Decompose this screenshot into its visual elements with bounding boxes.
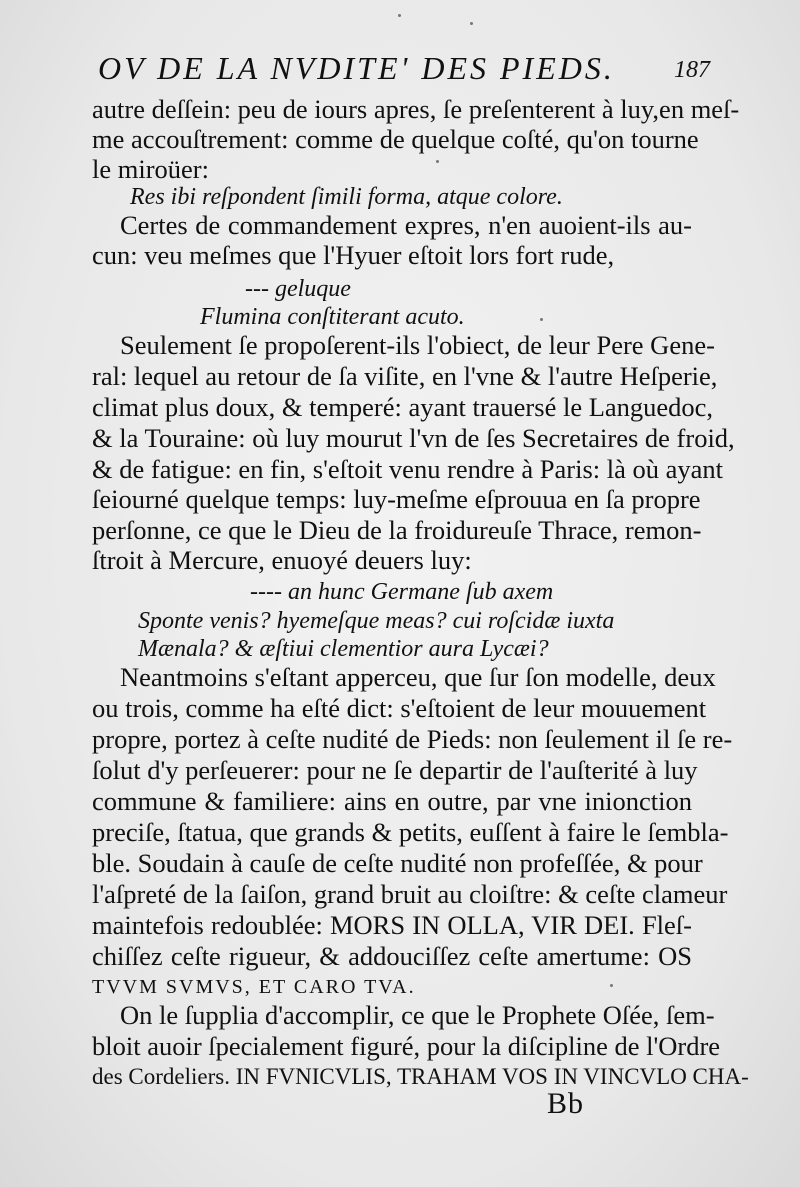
text-line-21: ou trois, comme ha eſté dict: s'eſtoient de leur mouuement (92, 693, 707, 723)
text-line-13: & de fatigue: en fin, s'eſtoit venu rendre à Paris: là où ayant (92, 454, 724, 484)
text-line-20: Neantmoins s'eſtant apperceu, que ſur ſon modelle, deux (120, 662, 716, 692)
verse-line-6: Mænala? & æſtiui clementior aura Lycæi? (138, 636, 549, 662)
verse-line-5: Sponte venis? hyemeſque meas? cui roſcidæ iuxta (138, 608, 615, 634)
text-line-28: maintefois redoublée: MORS IN OLLA, VIR DEI. Fleſ- (92, 910, 692, 940)
text-line-14: ſeiourné quelque temps: luy-meſme eſprouua en ſa propre (92, 484, 701, 514)
text-line-29: chiſſez ceſte rigueur, & addouciſſez ceſte amertume: OS (92, 941, 692, 971)
text-line-25: preciſe, ſtatua, que grands & petits, euſſent à faire le ſembla- (92, 817, 729, 847)
paper-speck (540, 318, 543, 321)
text-line-24: commune & familiere: ains en outre, par vne inionction (92, 786, 692, 816)
text-line-2: me accouſtrement: comme de quelque coſté, qu'on tourne (92, 124, 699, 154)
text-line-31: On le ſupplia d'accomplir, ce que le Prophete Oſée, ſem- (120, 1000, 715, 1030)
text-line-26: ble. Soudain à cauſe de ceſte nudité non profeſſée, & pour (92, 848, 703, 878)
verse-line-1: Res ibi reſpondent ſimili forma, atque colore. (130, 184, 563, 210)
running-title: OV DE LA NVDITE' DES PIEDS. (98, 50, 615, 86)
verse-line-2: --- geluque (245, 276, 351, 302)
text-line-15: perſonne, ce que le Dieu de la froidureuſe Thrace, remon- (92, 515, 702, 545)
verse-line-4: ---- an hunc Germane ſub axem (250, 579, 554, 605)
paper-speck (470, 22, 473, 25)
text-line-9: Seulement ſe propoſerent-ils l'obiect, de leur Pere Gene- (120, 330, 715, 360)
text-line-10: ral: lequel au retour de ſa viſite, en l'vne & l'autre Heſperie, (92, 361, 718, 391)
text-line-1: autre deſſein: peu de iours apres, ſe preſenterent à luy,en meſ- (92, 94, 740, 124)
paper-speck (398, 14, 401, 17)
text-line-12: & la Touraine: où luy mourut l'vn de ſes Secretaires de froid, (92, 423, 735, 453)
verse-line-3: Flumina conſtiterant acuto. (200, 304, 465, 330)
text-line-27: l'aſpreté de la ſaiſon, grand bruit au cloiſtre: & ceſte clameur (92, 879, 728, 909)
paper-speck (610, 984, 613, 987)
text-line-3: le miroüer: (92, 154, 209, 184)
text-line-32: bloit auoir ſpecialement figuré, pour la diſcipline de l'Ordre (92, 1031, 721, 1061)
text-line-30: TVVM SVMVS, ET CARO TVA. (92, 976, 416, 998)
text-line-23: ſolut d'y perſeuerer: pour ne ſe departir de l'auſterité à luy (92, 755, 698, 785)
text-line-22: propre, portez à ceſte nudité de Pieds: non ſeulement il ſe re- (92, 724, 733, 754)
paper-speck (436, 160, 439, 163)
running-head (98, 50, 710, 86)
text-line-5: Certes de commandement expres, n'en auoient-ils au- (120, 210, 692, 240)
text-line-6: cun: veu meſmes que l'Hyuer eſtoit lors fort rude, (92, 240, 615, 270)
page-number: 187 (674, 57, 710, 83)
text-line-11: climat plus doux, & temperé: ayant trauersé le Languedoc, (92, 392, 714, 422)
text-line-33: des Cordeliers. IN FVNICVLIS, TRAHAM VOS IN VINCVLO CHA- (92, 1064, 749, 1089)
text-line-16: ſtroit à Mercure, enuoyé deuers luy: (92, 545, 472, 575)
signature-mark: Bb (547, 1087, 585, 1120)
